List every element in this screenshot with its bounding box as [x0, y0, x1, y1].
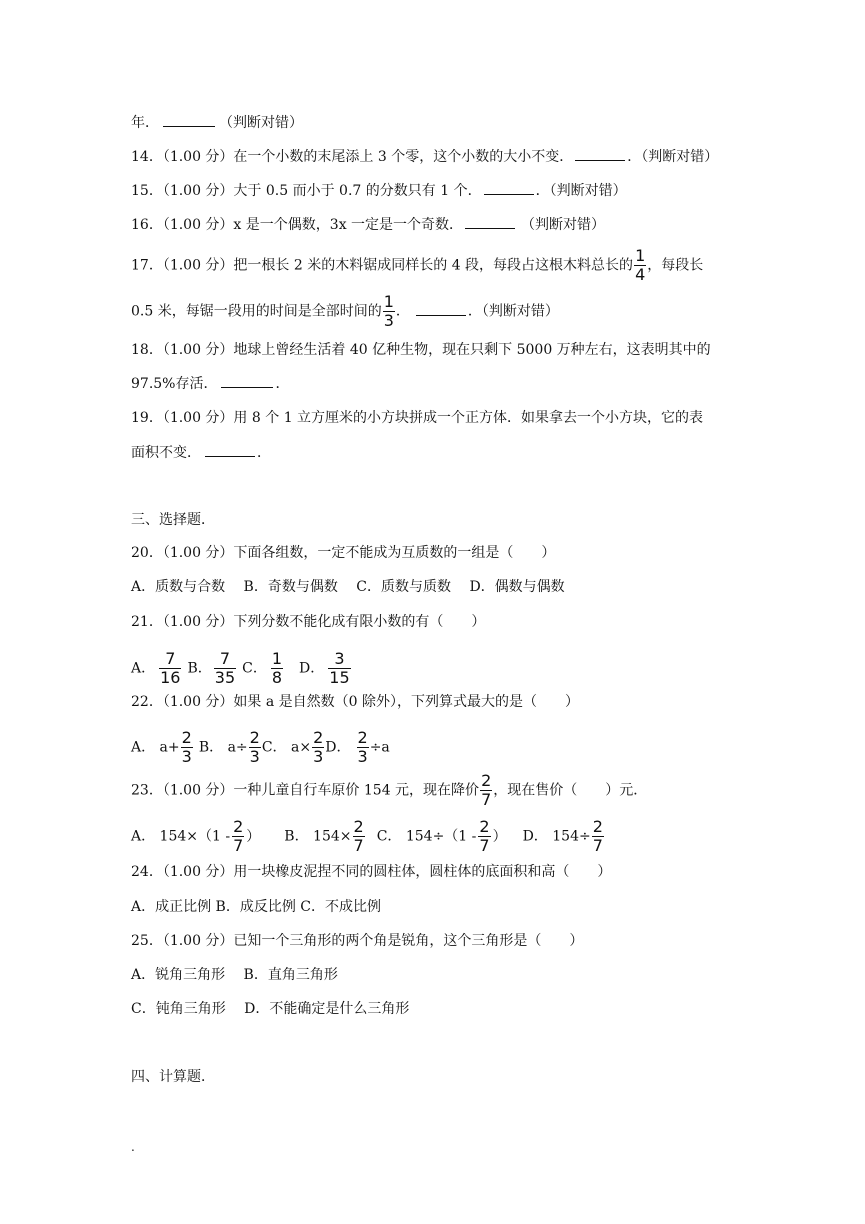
fraction-num: 1 — [383, 292, 394, 311]
question-19-line1 — [131, 408, 703, 428]
q16-text: 16．（1.00 分）x 是一个偶数，3x 一定是一个奇数． — [131, 217, 464, 233]
q18-suffix: ． — [275, 376, 290, 392]
fraction-2-3 — [357, 729, 369, 766]
fraction-den: 3 — [357, 747, 368, 766]
option-a-label: A． a+ — [131, 739, 180, 756]
fraction-den: 15 — [329, 668, 350, 687]
option-c-label: C． 154÷（1 - — [376, 828, 477, 845]
q17-text-line2: 0.5 米，每锯一段用的时间是全部时间的 — [131, 303, 382, 320]
section-4-heading: 四、计算题． — [131, 1069, 215, 1085]
question-19-line2 — [131, 442, 271, 463]
q17-period: ． — [395, 303, 410, 320]
section-3-heading: 三、选择题． — [131, 512, 215, 528]
q19-suffix: ． — [257, 445, 271, 461]
option-b-label: B． 154× — [284, 828, 352, 845]
fraction-num: 2 — [592, 817, 603, 836]
q16-suffix: （判断对错） — [521, 217, 606, 233]
fraction-num: 2 — [313, 728, 324, 747]
q13-tail — [131, 112, 303, 133]
question-21: 21．（1.00 分）下列分数不能化成有限小数的有（ ） — [131, 614, 486, 630]
page-footer-mark: . — [131, 1140, 135, 1154]
fraction-den: 3 — [181, 747, 192, 766]
question-18-line2 — [131, 373, 289, 394]
q17-text-cont: ，每段长 — [647, 257, 704, 274]
fraction-den: 16 — [160, 668, 181, 687]
q14-text: 14．（1.00 分）在一个小数的末尾添上 3 个零，这个小数的大小不变． — [131, 149, 574, 165]
question-25-options-1: A．锐角三角形 B．直角三角形 — [131, 967, 338, 983]
fraction-2-3 — [312, 729, 324, 766]
fraction-num: 7 — [214, 650, 236, 669]
fraction-den: 7 — [233, 836, 244, 855]
fraction-den: 3 — [249, 747, 260, 766]
fraction-num: 2 — [481, 771, 492, 790]
q15-suffix: ．（判断对错） — [535, 183, 627, 199]
fraction-num: 2 — [249, 728, 260, 747]
answer-blank-18[interactable] — [221, 373, 273, 388]
question-21-options — [131, 650, 355, 687]
fraction-1-8 — [271, 650, 283, 687]
question-15 — [131, 180, 627, 201]
fraction-num: 1 — [271, 649, 283, 668]
fraction-den: 7 — [353, 836, 364, 855]
question-18-line1 — [131, 340, 711, 360]
q19-text: 19．（1.00 分）用 8 个 1 立方厘米的小方块拼成一个正方体．如果拿去一个小方块，它的表 — [131, 410, 704, 426]
fraction-3-15 — [328, 650, 350, 687]
question-25: 25．（1.00 分）已知一个三角形的两个角是锐角，这个三角形是（ ） — [131, 933, 584, 949]
fraction-num: 7 — [159, 650, 181, 669]
question-23 — [131, 772, 647, 809]
fraction-2-7 — [232, 818, 244, 855]
fraction-den: 7 — [479, 836, 490, 855]
question-23-options — [131, 818, 605, 855]
option-a-close: ） — [246, 828, 261, 845]
question-20: 20．（1.00 分）下面各组数，一定不能成为互质数的一组是（ ） — [131, 545, 556, 561]
question-17-line1 — [131, 247, 703, 284]
fraction-num: 2 — [233, 817, 244, 836]
q17-suffix: ．（判断对错） — [467, 303, 559, 320]
fraction-num: 1 — [635, 246, 646, 265]
option-d-label: D． — [299, 660, 325, 677]
answer-blank-14[interactable] — [575, 146, 625, 161]
q17-text: 17．（1.00 分）把一根长 2 米的木料锯成同样长的 4 段，每段占这根木料总长的 — [131, 257, 634, 274]
question-17-line2 — [131, 293, 559, 330]
option-c-label: C． — [242, 660, 267, 677]
answer-blank-17[interactable] — [416, 301, 466, 316]
q23-text: 23．（1.00 分）一种儿童自行车原价 154 元，现在降价 — [131, 782, 480, 799]
fraction-num: 2 — [479, 817, 490, 836]
fraction-num: 3 — [328, 650, 350, 669]
question-22: 22．（1.00 分）如果 a 是自然数（0 除外），下列算式最大的是（ ） — [131, 694, 580, 710]
q19-text-line2: 面积不变． — [131, 445, 201, 461]
answer-blank-13[interactable] — [163, 112, 215, 127]
fraction-den: 3 — [313, 747, 324, 766]
question-22-options — [131, 729, 390, 766]
q13-suffix: （判断对错） — [219, 115, 303, 131]
fraction-num: 2 — [357, 728, 368, 747]
answer-blank-15[interactable] — [484, 180, 534, 195]
option-a-label: A． 154×（1 - — [131, 828, 231, 845]
question-16 — [131, 214, 605, 235]
option-d-label: D． — [325, 739, 351, 756]
q15-text: 15．（1.00 分）大于 0.5 而小于 0.7 的分数只有 1 个． — [131, 183, 482, 199]
fraction-7-35 — [214, 650, 236, 687]
question-14 — [131, 146, 718, 167]
fraction-den: 7 — [592, 836, 603, 855]
fraction-2-7 — [592, 818, 604, 855]
option-d-tail: ÷a — [369, 739, 390, 756]
fraction-den: 8 — [271, 668, 283, 687]
fraction-den: 7 — [481, 790, 492, 809]
fraction-den: 35 — [214, 668, 236, 687]
option-d-label: D． 154÷ — [522, 828, 591, 845]
fraction-2-7 — [353, 818, 365, 855]
question-24: 24．（1.00 分）用一块橡皮泥捏不同的圆柱体，圆柱体的底面积和高（ ） — [131, 864, 612, 880]
q14-suffix: ．（判断对错） — [627, 149, 719, 165]
fraction-1-4 — [634, 247, 646, 284]
question-24-options: A．成正比例 B．成反比例 C．不成比例 — [131, 899, 382, 915]
fraction-2-3 — [181, 729, 193, 766]
fraction-2-7 — [480, 772, 492, 809]
answer-blank-19[interactable] — [205, 442, 255, 457]
fraction-num: 2 — [181, 728, 192, 747]
option-b-label: B． a÷ — [198, 739, 248, 756]
fraction-den: 3 — [383, 311, 394, 330]
fraction-7-16 — [159, 650, 181, 687]
question-25-options-2: C．钝角三角形 D．不能确定是什么三角形 — [131, 1001, 410, 1017]
q23-text-cont: ，现在售价（ ）元． — [493, 782, 648, 799]
fraction-den: 4 — [635, 265, 646, 284]
q13-text: 年． — [131, 115, 159, 131]
fraction-2-3 — [249, 729, 261, 766]
option-b-label: B． — [187, 660, 212, 677]
q18-text: 18．（1.00 分）地球上曾经生活着 40 亿种生物，现在只剩下 5000 万种左右，这表明其中的 — [131, 342, 711, 358]
fraction-2-7 — [478, 818, 490, 855]
fraction-1-3 — [383, 293, 395, 330]
question-20-options: A．质数与合数 B．奇数与偶数 C．质数与质数 D．偶数与偶数 — [131, 579, 565, 595]
q18-text-line2: 97.5%存活． — [131, 376, 218, 392]
option-a-label: A． — [131, 660, 156, 677]
answer-blank-16[interactable] — [465, 214, 515, 229]
fraction-num: 2 — [353, 817, 364, 836]
option-c-label: C． a× — [261, 739, 312, 756]
option-c-close: ） — [492, 828, 507, 845]
